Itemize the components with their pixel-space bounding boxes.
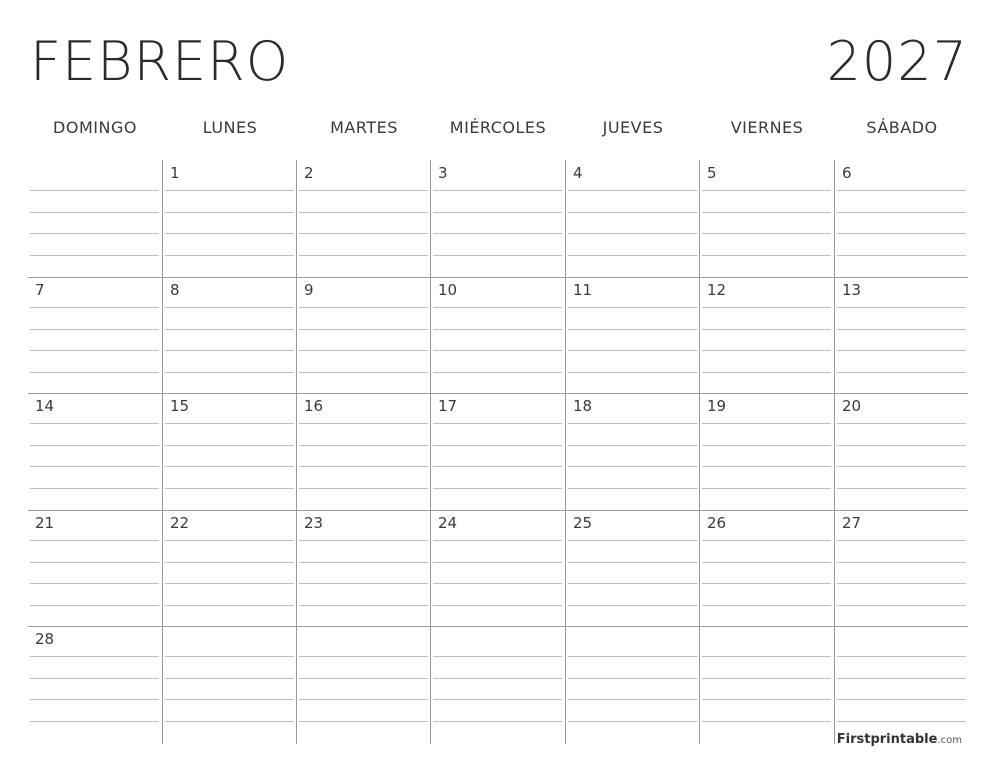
writing-line [702,699,831,700]
writing-line [702,233,831,234]
day-number: 7 [35,281,45,299]
day-number: 24 [438,514,458,532]
day-number: 5 [707,164,717,182]
writing-line [299,562,428,563]
writing-line [433,212,562,213]
writing-line [433,350,562,351]
writing-line [837,233,966,234]
writing-line [30,233,159,234]
writing-line [165,212,294,213]
writing-line [299,307,428,308]
writing-line [299,233,428,234]
weekday-label: MARTES [330,118,398,137]
writing-line [568,540,697,541]
writing-line [568,678,697,679]
writing-line [837,255,966,256]
writing-line [702,656,831,657]
writing-line [165,255,294,256]
writing-line [837,423,966,424]
writing-line [702,372,831,373]
writing-line [165,605,294,606]
writing-line [30,372,159,373]
writing-line [837,605,966,606]
writing-line [702,678,831,679]
writing-line [299,329,428,330]
weekday-label: MIÉRCOLES [449,118,547,137]
week-divider [28,510,968,511]
day-number: 4 [573,164,583,182]
writing-line [165,307,294,308]
column-divider [162,160,163,744]
writing-line [299,212,428,213]
day-number: 26 [707,514,727,532]
writing-line [702,190,831,191]
writing-line [165,721,294,722]
writing-line [568,255,697,256]
writing-line [165,372,294,373]
writing-line [30,721,159,722]
writing-line [165,190,294,191]
writing-line [837,307,966,308]
writing-line [299,423,428,424]
writing-line [568,329,697,330]
writing-line [433,307,562,308]
writing-line [702,466,831,467]
writing-line [702,605,831,606]
writing-line [299,255,428,256]
writing-line [837,721,966,722]
writing-line [299,699,428,700]
day-number: 6 [842,164,852,182]
writing-line [299,583,428,584]
column-divider [699,160,700,744]
day-number: 11 [573,281,593,299]
writing-line [837,540,966,541]
writing-line [299,190,428,191]
brand-tld: .com [937,735,962,746]
writing-line [433,678,562,679]
writing-line [702,562,831,563]
year-title: 2027 [826,30,968,93]
writing-line [299,466,428,467]
writing-line [568,233,697,234]
writing-line [433,423,562,424]
week-divider [28,626,968,627]
writing-line [433,329,562,330]
writing-line [837,466,966,467]
day-number: 20 [842,397,862,415]
writing-line [568,445,697,446]
writing-line [702,329,831,330]
writing-line [30,540,159,541]
writing-line [702,212,831,213]
writing-line [165,350,294,351]
writing-line [30,488,159,489]
writing-line [30,190,159,191]
day-number: 9 [304,281,314,299]
writing-line [299,350,428,351]
month-title: FEBRERO [30,30,290,93]
writing-line [702,583,831,584]
column-divider [565,160,566,744]
writing-line [30,423,159,424]
day-number: 23 [304,514,324,532]
day-number: 8 [170,281,180,299]
weekday-label: VIERNES [730,118,804,137]
writing-line [165,540,294,541]
writing-line [837,445,966,446]
writing-line [702,540,831,541]
writing-line [165,583,294,584]
day-number: 13 [842,281,862,299]
writing-line [837,372,966,373]
writing-line [433,255,562,256]
writing-line [837,350,966,351]
day-number: 14 [35,397,55,415]
writing-line [299,488,428,489]
writing-line [433,372,562,373]
writing-line [433,562,562,563]
writing-line [702,445,831,446]
writing-line [433,466,562,467]
writing-line [702,307,831,308]
writing-line [702,350,831,351]
writing-line [837,678,966,679]
day-number: 21 [35,514,55,532]
day-number: 22 [170,514,190,532]
writing-line [837,212,966,213]
writing-line [30,350,159,351]
writing-line [299,540,428,541]
writing-line [30,255,159,256]
writing-line [433,699,562,700]
day-number: 17 [438,397,458,415]
writing-line [165,678,294,679]
writing-line [165,466,294,467]
brand-watermark [837,732,962,747]
writing-line [165,329,294,330]
writing-line [30,605,159,606]
writing-line [30,307,159,308]
writing-line [568,190,697,191]
writing-line [299,605,428,606]
writing-line [568,372,697,373]
writing-line [165,233,294,234]
writing-line [165,488,294,489]
writing-line [299,721,428,722]
day-number: 27 [842,514,862,532]
day-number: 19 [707,397,727,415]
writing-line [165,423,294,424]
writing-line [299,445,428,446]
day-number: 15 [170,397,190,415]
writing-line [568,212,697,213]
week-divider [28,277,968,278]
writing-line [702,255,831,256]
day-number: 1 [170,164,180,182]
writing-line [433,583,562,584]
writing-line [299,656,428,657]
writing-line [433,488,562,489]
writing-line [30,678,159,679]
writing-line [568,699,697,700]
writing-line [433,656,562,657]
writing-line [568,721,697,722]
weekday-label: LUNES [202,118,258,137]
weekday-label: SÁBADO [866,118,938,137]
day-number: 2 [304,164,314,182]
writing-line [702,488,831,489]
brand-name: Firstprintable [836,732,938,747]
writing-line [165,656,294,657]
writing-line [837,583,966,584]
writing-line [702,721,831,722]
day-number: 25 [573,514,593,532]
writing-line [165,699,294,700]
writing-line [433,445,562,446]
writing-line [433,233,562,234]
writing-line [433,721,562,722]
writing-line [30,656,159,657]
column-divider [296,160,297,744]
writing-line [165,562,294,563]
day-number: 12 [707,281,727,299]
writing-line [299,372,428,373]
writing-line [30,329,159,330]
writing-line [568,605,697,606]
day-number: 10 [438,281,458,299]
day-number: 16 [304,397,324,415]
writing-line [568,350,697,351]
writing-line [568,488,697,489]
writing-line [30,212,159,213]
writing-line [433,190,562,191]
writing-line [433,605,562,606]
writing-line [568,307,697,308]
writing-line [837,329,966,330]
weekday-label: DOMINGO [53,118,137,137]
writing-line [568,466,697,467]
writing-line [702,423,831,424]
writing-line [837,190,966,191]
column-divider [430,160,431,744]
writing-line [837,562,966,563]
column-divider [834,160,835,744]
writing-line [568,583,697,584]
day-number: 3 [438,164,448,182]
writing-line [30,699,159,700]
writing-line [433,540,562,541]
writing-line [568,562,697,563]
writing-line [837,488,966,489]
writing-line [837,699,966,700]
day-number: 18 [573,397,593,415]
writing-line [837,656,966,657]
writing-line [30,445,159,446]
writing-line [165,445,294,446]
writing-line [568,423,697,424]
writing-line [30,562,159,563]
writing-line [30,466,159,467]
writing-line [568,656,697,657]
writing-line [30,583,159,584]
week-divider [28,393,968,394]
writing-line [299,678,428,679]
day-number: 28 [35,630,55,648]
weekday-label: JUEVES [602,118,664,137]
